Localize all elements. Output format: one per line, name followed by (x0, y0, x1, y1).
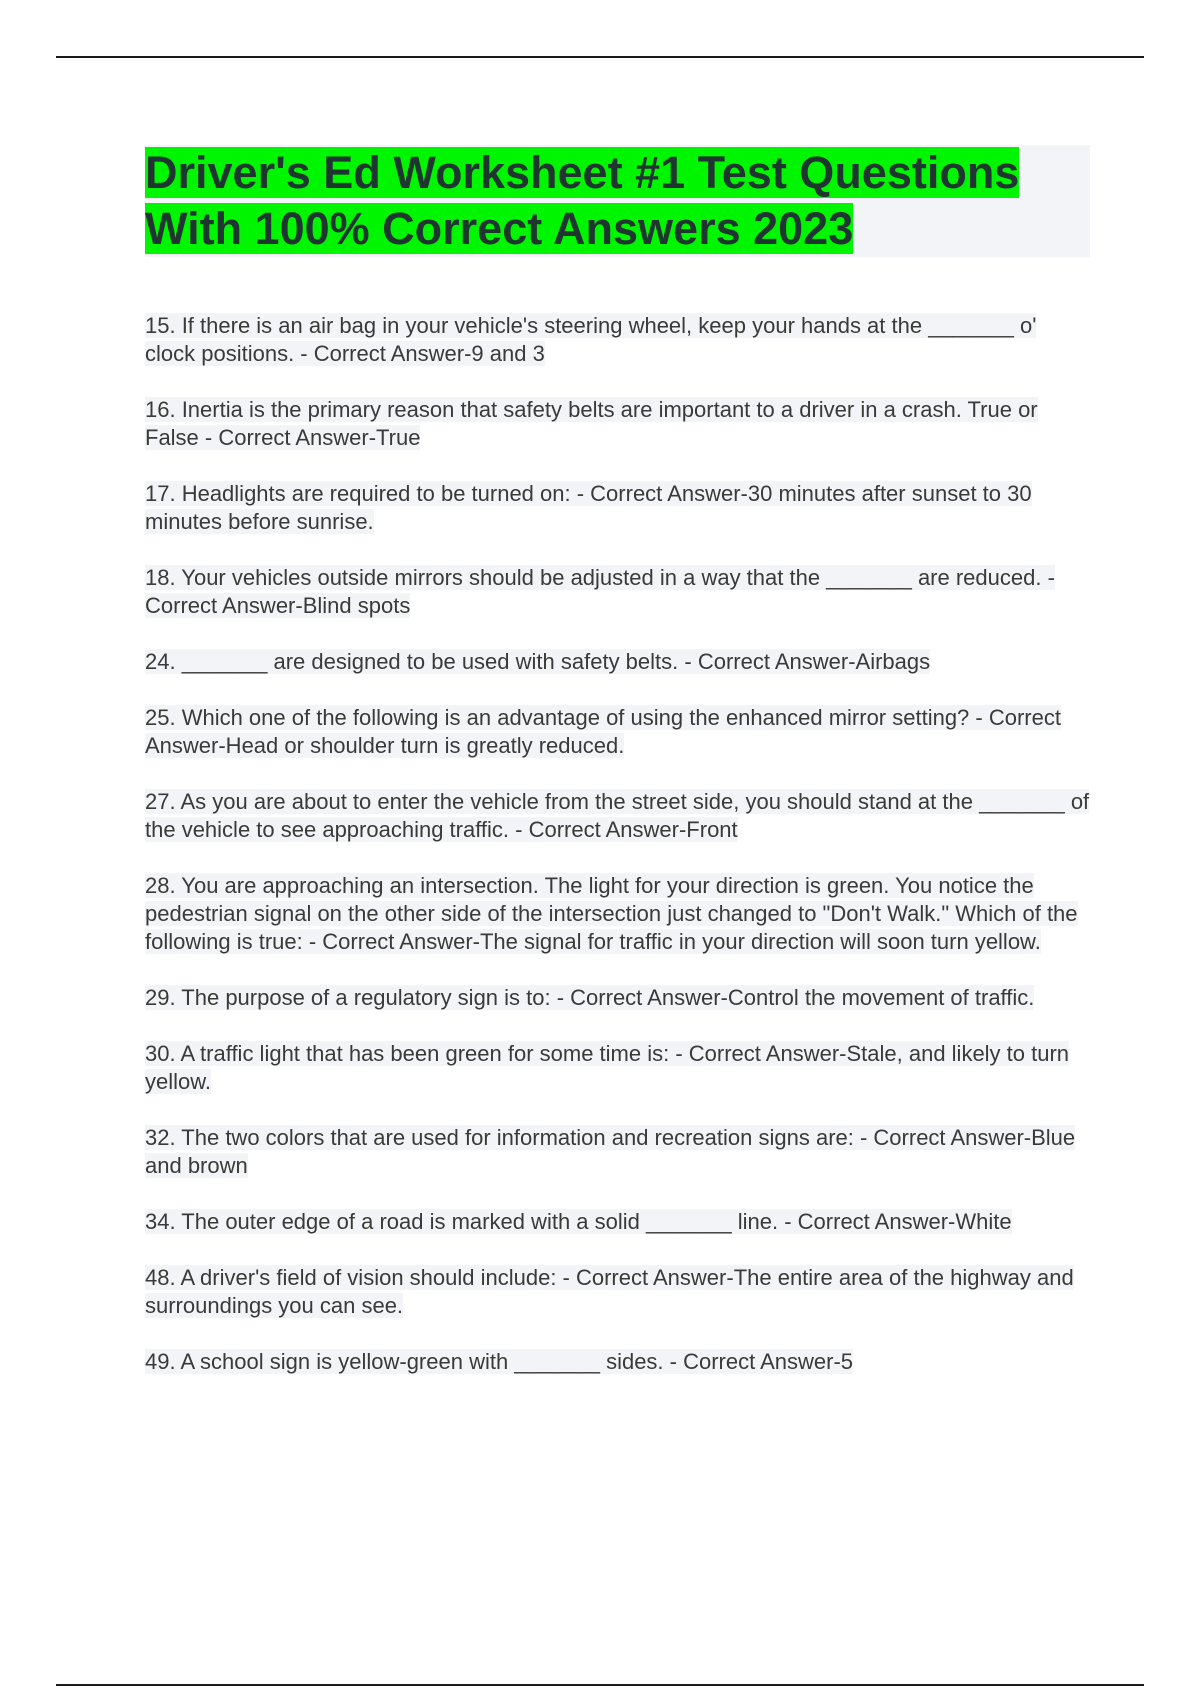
question-text: 29. The purpose of a regulatory sign is to: - Correct Answer-Control the movement of traffic. (145, 985, 1035, 1010)
title-block (145, 145, 1090, 257)
question-text: 17. Headlights are required to be turned on: - Correct Answer-30 minutes after sunset to 30 minutes before sunrise. (145, 481, 1032, 534)
question-text: 28. You are approaching an intersection. The light for your direction is green. You notice the pedestrian signal on the other side of the intersection just changed to "Don't Walk." Which of the following is true: - Correct Answer-The signal for traffic in your direction will soon turn yellow. (145, 873, 1078, 954)
question-text: 18. Your vehicles outside mirrors should be adjusted in a way that the _______ are reduced. - Correct Answer-Blind spots (145, 565, 1055, 618)
question-text: 48. A driver's field of vision should include: - Correct Answer-The entire area of the highway and surroundings you can see. (145, 1265, 1074, 1318)
question-text: 24. _______ are designed to be used with safety belts. - Correct Answer-Airbags (145, 649, 931, 674)
question-item (145, 1040, 1090, 1096)
document-title-text: Driver's Ed Worksheet #1 Test Questions With 100% Correct Answers 2023 (145, 147, 1020, 254)
question-item (145, 704, 1090, 760)
question-item (145, 564, 1090, 620)
question-item (145, 1124, 1090, 1180)
question-item (145, 648, 1090, 676)
document-title (145, 145, 1090, 257)
question-item (145, 480, 1090, 536)
question-item (145, 872, 1090, 956)
question-item (145, 396, 1090, 452)
question-text: 27. As you are about to enter the vehicle from the street side, you should stand at the _______ of the vehicle to see approaching traffic. - Correct Answer-Front (145, 789, 1090, 842)
question-item (145, 1264, 1090, 1320)
question-text: 25. Which one of the following is an advantage of using the enhanced mirror setting? - Correct Answer-Head or shoulder turn is greatly reduced. (145, 705, 1061, 758)
question-text: 16. Inertia is the primary reason that safety belts are important to a driver in a crash. True or False - Correct Answer-True (145, 397, 1038, 450)
question-list (145, 312, 1090, 1404)
question-item (145, 984, 1090, 1012)
question-item (145, 788, 1090, 844)
question-text: 49. A school sign is yellow-green with _______ sides. - Correct Answer-5 (145, 1349, 854, 1374)
top-rule (56, 56, 1144, 58)
question-text: 34. The outer edge of a road is marked with a solid _______ line. - Correct Answer-White (145, 1209, 1012, 1234)
question-text: 30. A traffic light that has been green for some time is: - Correct Answer-Stale, and likely to turn yellow. (145, 1041, 1070, 1094)
question-item (145, 1208, 1090, 1236)
question-text: 15. If there is an air bag in your vehicle's steering wheel, keep your hands at the _______ o' clock positions. - Correct Answer-9 and 3 (145, 313, 1037, 366)
question-item (145, 312, 1090, 368)
question-text: 32. The two colors that are used for information and recreation signs are: - Correct Answer-Blue and brown (145, 1125, 1076, 1178)
bottom-rule (56, 1684, 1144, 1686)
question-item (145, 1348, 1090, 1376)
